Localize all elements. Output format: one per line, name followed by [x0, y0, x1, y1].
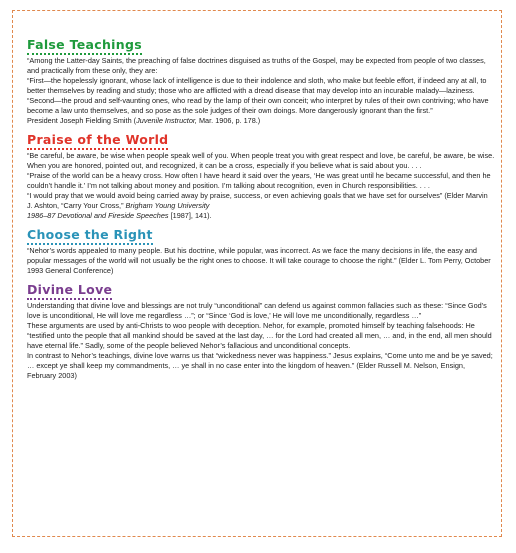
quote-source: Brigham Young University — [123, 201, 210, 210]
paragraph: These arguments are used by anti-Christs to woo people with deception. Nehor, for example, promoted himself by teaching falsehoods: He “testified unto the people that all mankind should be saved at the last day, … for the Lord had created all men, … and, in the end, all men should have eternal life.” Sadly, some of the people believed Nehor’s fallacious and unconditional concepts. — [27, 321, 492, 350]
citation-prefix: President Joseph Fielding Smith ( — [27, 116, 137, 125]
section-divine-love — [27, 283, 495, 381]
paragraph: “Among the Latter-day Saints, the preaching of false doctrines disguised as truths of the Gospel, may be expected from people of two classes, and practically from these only, they are: — [27, 56, 486, 75]
quote-text: “I would pray that we would avoid being carried away by praise, success, or even achieving goals that we have set for ourselves” (Elder Marvin J. Ashton, “Carry Your Cross,” — [27, 191, 488, 210]
section-praise-of-the-world — [27, 133, 495, 221]
paragraph: “First—the hopelessly ignorant, whose lack of intelligence is due to their indolence and sloth, who make but feeble effort, if indeed any at all, to better themselves by reading and study; those who are afflicted with a dread disease that may develop into an incurable malady—laziness. — [27, 76, 487, 95]
paragraph: Understanding that divine love and blessings are not truly “unconditional” can defend us against common fallacies such as these: “Since God’s love is unconditional, He will love me regardless …”; or “Since ‘God is love,’ He will love me unconditionally, regardless …” — [27, 301, 487, 320]
quote-source-title: 1986–87 Devotional and Fireside Speeches — [27, 211, 169, 220]
heading-divine-love: Divine Love — [27, 283, 112, 300]
citation-suffix: Mar. 1906, p. 178.) — [196, 116, 261, 125]
heading-praise-of-the-world: Praise of the World — [27, 133, 168, 150]
heading-false-teachings: False Teachings — [27, 38, 142, 55]
paragraph: “Praise of the world can be a heavy cross. How often I have heard it said over the years, ‘He was great until he became successful, and then he couldn’t handle it.’ I’m not talking about money and position. I’m talking about recognition, even in Church responsibilities. . . . — [27, 171, 491, 190]
section-choose-the-right — [27, 228, 495, 276]
paragraph: In contrast to Nehor’s teachings, divine love warns us that “wickedness never was happiness.” Jesus explains, “Come unto me and be ye saved; … except ye shall keep my commandments, … ye shall in no case enter into the kingdom of heaven.” (Elder Russell M. Nelson, Ensign, February 2003) — [27, 351, 493, 380]
document-body — [27, 38, 495, 388]
quote-source-end: [1987], 141). — [168, 211, 212, 220]
section-false-teachings — [27, 38, 495, 126]
paragraph: “Be careful, be aware, be wise when people speak well of you. When people treat you with great respect and love, be careful, be aware, be wise. When you are honored, pointed out, and recognized, it can be a cross, especially if you believe what is said about you. . . . — [27, 151, 495, 170]
citation-source: Juvenile Instructor, — [136, 116, 197, 125]
citation — [27, 116, 495, 126]
paragraph — [27, 191, 495, 221]
paragraph: “Second—the proud and self-vaunting ones, who read by the lamp of their own conceit; who interpret by rules of their own contriving; who have become a law unto themselves, and so pose as the sole judges of their own doings. More dangerously ignorant than the first.” — [27, 96, 489, 115]
paragraph: “Nehor’s words appealed to many people. But his doctrine, while popular, was incorrect. As we face the many decisions in life, the easy and popular messages of the world will not usually be the right ones to choose. It will take courage to choose the right.” (Elder L. Tom Perry, October 1993 General Conference) — [27, 246, 491, 275]
heading-choose-the-right: Choose the Right — [27, 228, 153, 245]
